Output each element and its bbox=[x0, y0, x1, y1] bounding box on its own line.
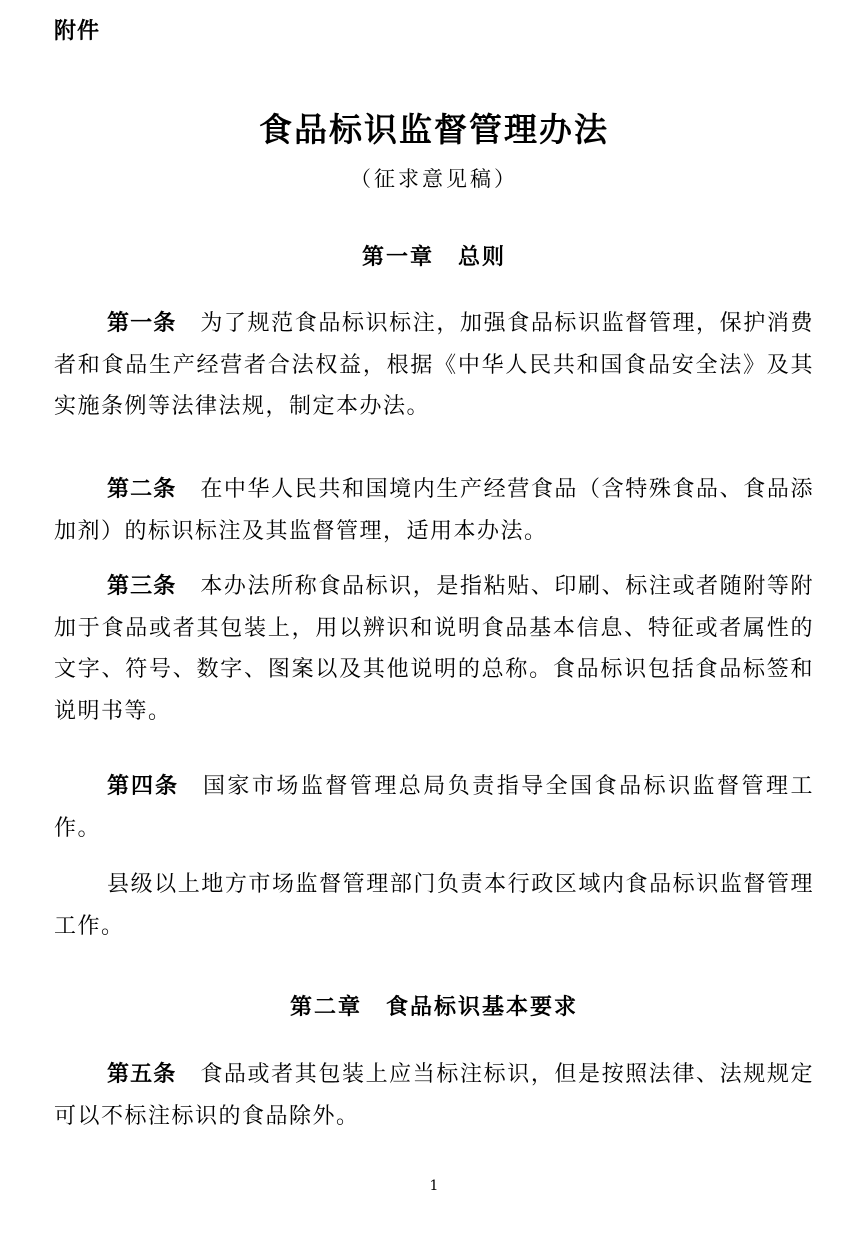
article-label: 第三条 bbox=[107, 574, 177, 599]
article-text: 食品或者其包装上应当标注标识，但是按照法律、法规规定可以不标注标识的食品除外。 bbox=[54, 1062, 814, 1129]
page-number: 1 bbox=[429, 1178, 439, 1194]
article-text: 在中华人民共和国境内生产经营食品（含特殊食品、食品添加剂）的标识标注及其监督管理，适用本办法。 bbox=[54, 477, 814, 544]
article-text: 为了规范食品标识标注，加强食品标识监督管理，保护消费者和食品生产经营者合法权益，根据《中华人民共和国食品安全法》及其实施条例等法律法规，制定本办法。 bbox=[54, 311, 814, 419]
article-1 bbox=[54, 303, 814, 428]
article-label: 第一条 bbox=[107, 311, 177, 336]
document-subtitle: （征求意见稿） bbox=[350, 167, 518, 191]
article-label: 第二条 bbox=[107, 477, 177, 502]
article-text: 国家市场监督管理总局负责指导全国食品标识监督管理工作。 bbox=[54, 774, 814, 841]
chapter-heading-2: 第二章 食品标识基本要求 bbox=[289, 995, 578, 1020]
article-4-continuation: 县级以上地方市场监督管理部门负责本行政区域内食品标识监督管理工作。 bbox=[54, 872, 814, 939]
article-2 bbox=[54, 469, 814, 552]
article-label: 第四条 bbox=[107, 774, 179, 799]
chapter-heading-1: 第一章 总则 bbox=[361, 245, 506, 270]
article-text: 本办法所称食品标识，是指粘贴、印刷、标注或者随附等附加于食品或者其包装上，用以辨识和说明食品基本信息、特征或者属性的文字、符号、数字、图案以及其他说明的总称。食品标识包括食品标签和说明书等。 bbox=[54, 574, 814, 724]
document-title: 食品标识监督管理办法 bbox=[259, 110, 609, 149]
attachment-label: 附件 bbox=[54, 19, 101, 44]
article-label: 第五条 bbox=[107, 1062, 177, 1087]
article-3 bbox=[54, 566, 814, 732]
article-5 bbox=[54, 1054, 814, 1137]
article-4 bbox=[54, 766, 814, 849]
